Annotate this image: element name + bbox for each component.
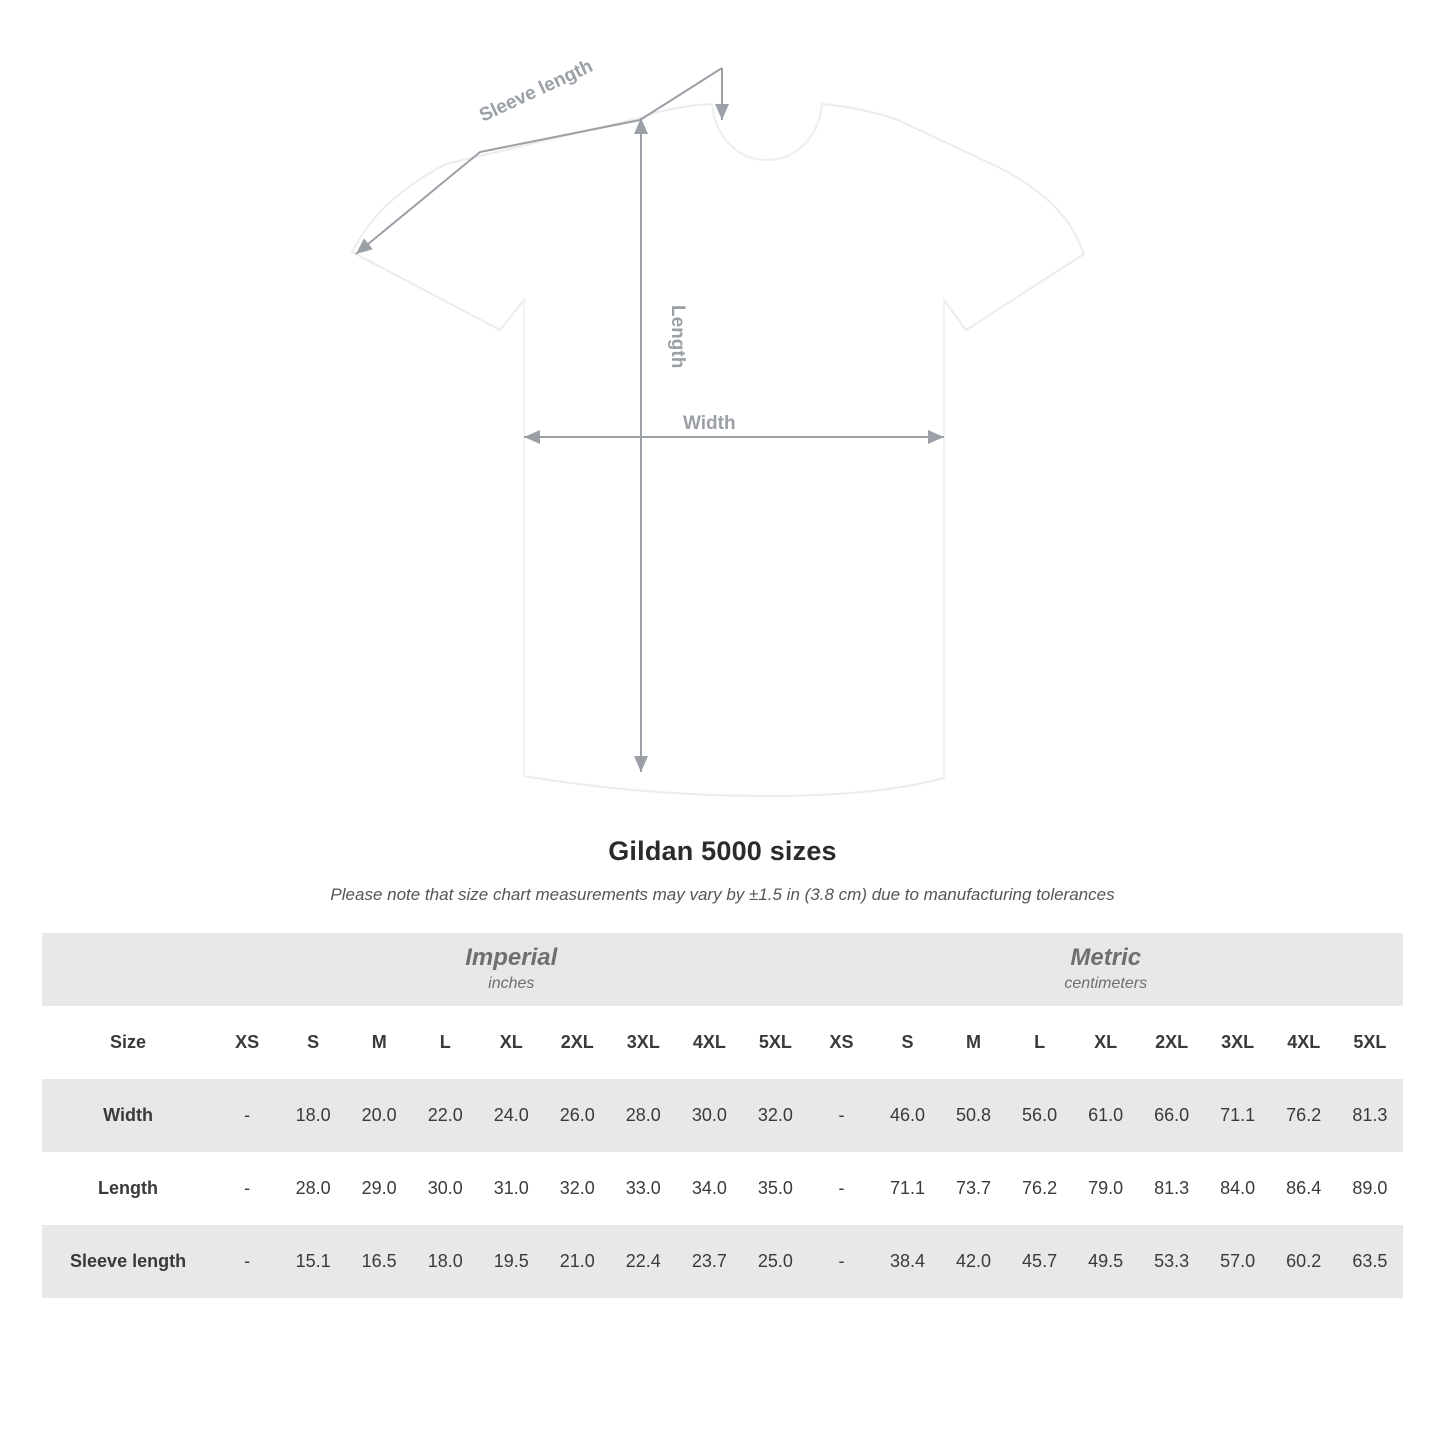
chart-title: Gildan 5000 sizes: [608, 836, 837, 866]
cell-width-imperial-s: 18.0: [280, 1079, 346, 1152]
cell-sleeve-metric-m: 42.0: [941, 1225, 1007, 1298]
table-row-width: [42, 1079, 1403, 1152]
col-header-imperial-2xl: 2XL: [544, 1006, 610, 1079]
tshirt-shape: [352, 104, 1084, 796]
unit-group-metric: [808, 933, 1403, 1006]
col-header-metric-5xl: 5XL: [1337, 1006, 1403, 1079]
cell-sleeve-imperial-xs: -: [214, 1225, 280, 1298]
chart-subtitle: Please note that size chart measurements may vary by ±1.5 in (3.8 cm) due to manufacturing tolerances: [330, 885, 1115, 904]
size-header-label: Size: [42, 1006, 214, 1079]
cell-width-imperial-xs: -: [214, 1079, 280, 1152]
row-label-sleeve-length: Sleeve length: [42, 1225, 214, 1298]
cell-length-metric-xl: 79.0: [1073, 1152, 1139, 1225]
cell-sleeve-metric-xl: 49.5: [1073, 1225, 1139, 1298]
cell-length-metric-4xl: 86.4: [1271, 1152, 1337, 1225]
col-header-imperial-xl: XL: [478, 1006, 544, 1079]
cell-width-imperial-2xl: 26.0: [544, 1079, 610, 1152]
cell-sleeve-metric-4xl: 60.2: [1271, 1225, 1337, 1298]
cell-length-metric-2xl: 81.3: [1139, 1152, 1205, 1225]
col-header-metric-xl: XL: [1073, 1006, 1139, 1079]
cell-sleeve-imperial-l: 18.0: [412, 1225, 478, 1298]
table-row-sleeve-length: [42, 1225, 1403, 1298]
cell-sleeve-metric-5xl: 63.5: [1337, 1225, 1403, 1298]
cell-width-imperial-l: 22.0: [412, 1079, 478, 1152]
cell-sleeve-metric-xs: -: [808, 1225, 874, 1298]
width-label: Width: [683, 413, 736, 434]
cell-sleeve-imperial-3xl: 22.4: [610, 1225, 676, 1298]
cell-length-imperial-m: 29.0: [346, 1152, 412, 1225]
col-header-imperial-xs: XS: [214, 1006, 280, 1079]
cell-length-imperial-3xl: 33.0: [610, 1152, 676, 1225]
col-header-imperial-3xl: 3XL: [610, 1006, 676, 1079]
col-header-imperial-l: L: [412, 1006, 478, 1079]
cell-width-metric-2xl: 66.0: [1139, 1079, 1205, 1152]
cell-width-imperial-m: 20.0: [346, 1079, 412, 1152]
cell-sleeve-imperial-4xl: 23.7: [676, 1225, 742, 1298]
cell-width-imperial-xl: 24.0: [478, 1079, 544, 1152]
cell-width-imperial-4xl: 30.0: [676, 1079, 742, 1152]
unit-header-row: [42, 933, 1403, 1006]
cell-length-metric-l: 76.2: [1007, 1152, 1073, 1225]
col-header-metric-2xl: 2XL: [1139, 1006, 1205, 1079]
size-header-row: [42, 1006, 1403, 1079]
cell-length-imperial-s: 28.0: [280, 1152, 346, 1225]
cell-width-imperial-3xl: 28.0: [610, 1079, 676, 1152]
col-header-metric-s: S: [875, 1006, 941, 1079]
col-header-metric-3xl: 3XL: [1205, 1006, 1271, 1079]
cell-sleeve-metric-s: 38.4: [875, 1225, 941, 1298]
cell-length-imperial-xs: -: [214, 1152, 280, 1225]
cell-length-metric-5xl: 89.0: [1337, 1152, 1403, 1225]
unit-group-metric-unit: centimeters: [1064, 975, 1148, 993]
col-header-imperial-4xl: 4XL: [676, 1006, 742, 1079]
cell-sleeve-metric-2xl: 53.3: [1139, 1225, 1205, 1298]
unit-group-imperial-name: Imperial: [465, 944, 558, 972]
sleeve-length-label: Sleeve length: [476, 55, 597, 127]
cell-length-imperial-xl: 31.0: [478, 1152, 544, 1225]
col-header-metric-xs: XS: [808, 1006, 874, 1079]
cell-width-metric-3xl: 71.1: [1205, 1079, 1271, 1152]
cell-width-metric-5xl: 81.3: [1337, 1079, 1403, 1152]
cell-length-metric-m: 73.7: [941, 1152, 1007, 1225]
cell-sleeve-imperial-m: 16.5: [346, 1225, 412, 1298]
size-table-wrapper: [0, 933, 1445, 1298]
cell-length-metric-s: 71.1: [875, 1152, 941, 1225]
cell-sleeve-imperial-5xl: 25.0: [742, 1225, 808, 1298]
col-header-imperial-5xl: 5XL: [742, 1006, 808, 1079]
table-row-length: [42, 1152, 1403, 1225]
cell-width-metric-m: 50.8: [941, 1079, 1007, 1152]
row-label-length: Length: [42, 1152, 214, 1225]
cell-width-metric-s: 46.0: [875, 1079, 941, 1152]
cell-sleeve-imperial-2xl: 21.0: [544, 1225, 610, 1298]
row-label-width: Width: [42, 1079, 214, 1152]
col-header-imperial-s: S: [280, 1006, 346, 1079]
unit-group-metric-name: Metric: [1070, 944, 1142, 972]
cell-length-imperial-l: 30.0: [412, 1152, 478, 1225]
cell-length-imperial-2xl: 32.0: [544, 1152, 610, 1225]
cell-width-metric-xs: -: [808, 1079, 874, 1152]
unit-group-imperial-unit: inches: [488, 975, 535, 993]
cell-width-metric-4xl: 76.2: [1271, 1079, 1337, 1152]
cell-width-metric-l: 56.0: [1007, 1079, 1073, 1152]
col-header-metric-l: L: [1007, 1006, 1073, 1079]
cell-sleeve-imperial-s: 15.1: [280, 1225, 346, 1298]
cell-length-metric-xs: -: [808, 1152, 874, 1225]
col-header-metric-m: M: [941, 1006, 1007, 1079]
cell-length-imperial-5xl: 35.0: [742, 1152, 808, 1225]
cell-length-imperial-4xl: 34.0: [676, 1152, 742, 1225]
size-table: [42, 933, 1403, 1298]
cell-width-metric-xl: 61.0: [1073, 1079, 1139, 1152]
col-header-metric-4xl: 4XL: [1271, 1006, 1337, 1079]
unit-spacer-cell: [42, 933, 214, 1006]
cell-sleeve-metric-l: 45.7: [1007, 1225, 1073, 1298]
cell-length-metric-3xl: 84.0: [1205, 1152, 1271, 1225]
col-header-imperial-m: M: [346, 1006, 412, 1079]
cell-width-imperial-5xl: 32.0: [742, 1079, 808, 1152]
length-label: Length: [667, 305, 688, 369]
cell-sleeve-imperial-xl: 19.5: [478, 1225, 544, 1298]
cell-sleeve-metric-3xl: 57.0: [1205, 1225, 1271, 1298]
unit-group-imperial: [214, 933, 808, 1006]
